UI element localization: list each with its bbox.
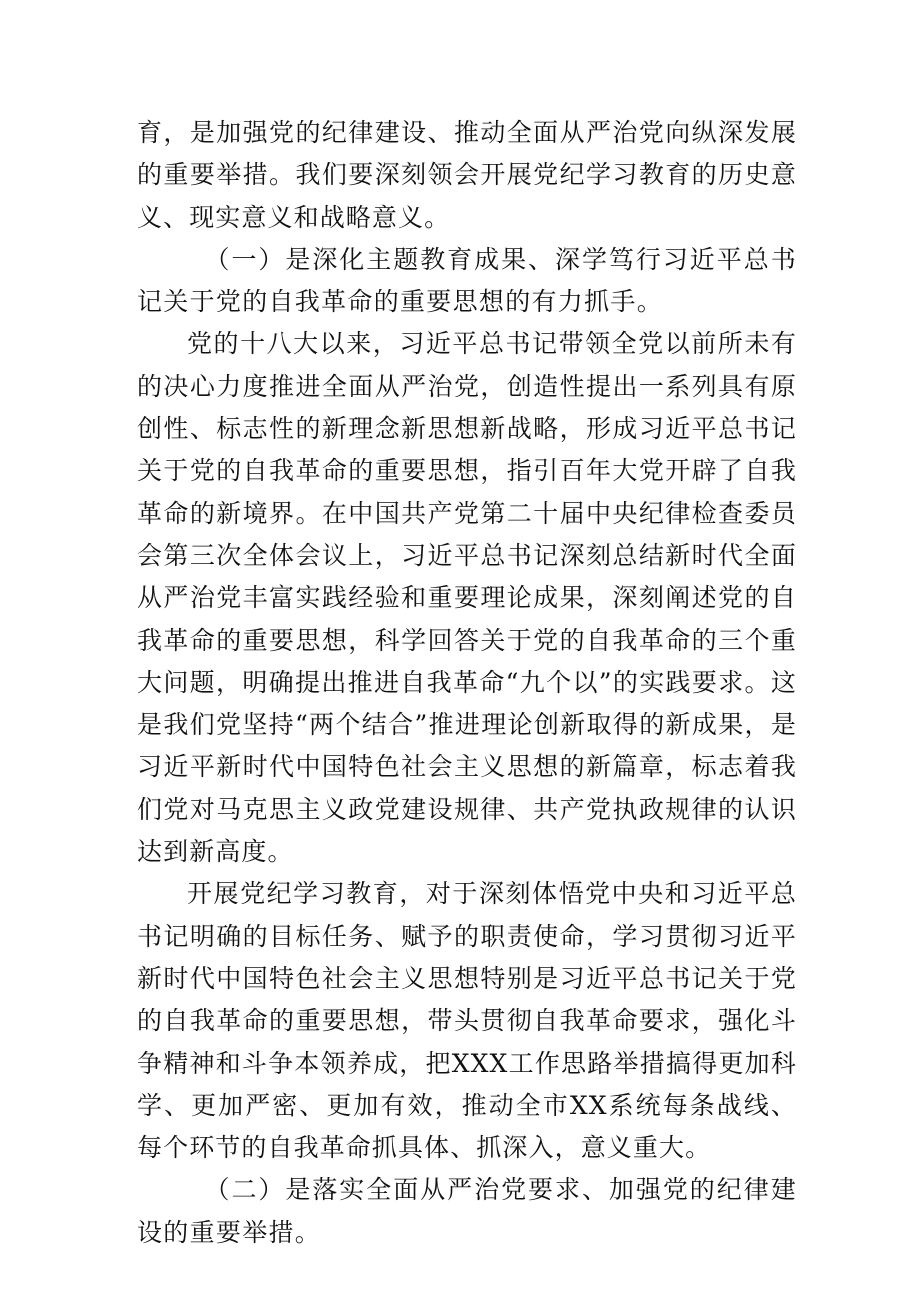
section-heading-2: （二）是落实全面从严治党要求、加强党的纪律建设的重要举措。 — [137, 1175, 797, 1247]
paragraph-intro-continuation: 育，是加强党的纪律建设、推动全面从严治党向纵深发展的重要举措。我们要深刻领会开展党纪学习教育的历史意义、现实意义和战略意义。 — [137, 118, 797, 232]
section-heading-1: （一）是深化主题教育成果、深学笃行习近平总书记关于党的自我革命的重要思想的有力抓手。 — [137, 244, 797, 317]
document-body — [137, 112, 797, 1254]
paragraph-discipline-education: 开展党纪学习教育，对于深刻体悟党中央和习近平总书记明确的目标任务、赋予的职责使命，学习贯彻习近平新时代中国特色社会主义思想特别是习近平总书记关于党的自我革命的重要思想，带头贯彻自我革命要求，强化斗争精神和斗争本领养成，把XXX工作思路举措搞得更加科学、更加严密、更加有效，推动全市XX系统每条战线、每个环节的自我革命抓具体、抓深入，意义重大。 — [137, 879, 797, 1163]
paragraph-self-revolution: 党的十八大以来，习近平总书记带领全党以前所未有的决心力度推进全面从严治党，创造性提出一系列具有原创性、标志性的新理念新思想新战略，形成习近平总书记关于党的自我革命的重要思想，指引百年大党开辟了自我革命的新境界。在中国共产党第二十届中央纪律检查委员会第三次全体会议上，习近平总书记深刻总结新时代全面从严治党丰富实践经验和重要理论成果，深刻阐述党的自我革命的重要思想，科学回答关于党的自我革命的三个重大问题，明确提出推进自我革命“九个以”的实践要求。这是我们党坚持“两个结合”推进理论创新取得的新成果，是习近平新时代中国特色社会主义思想的新篇章，标志着我们党对马克思主义政党建设规律、共产党执政规律的认识达到新高度。 — [137, 329, 797, 867]
